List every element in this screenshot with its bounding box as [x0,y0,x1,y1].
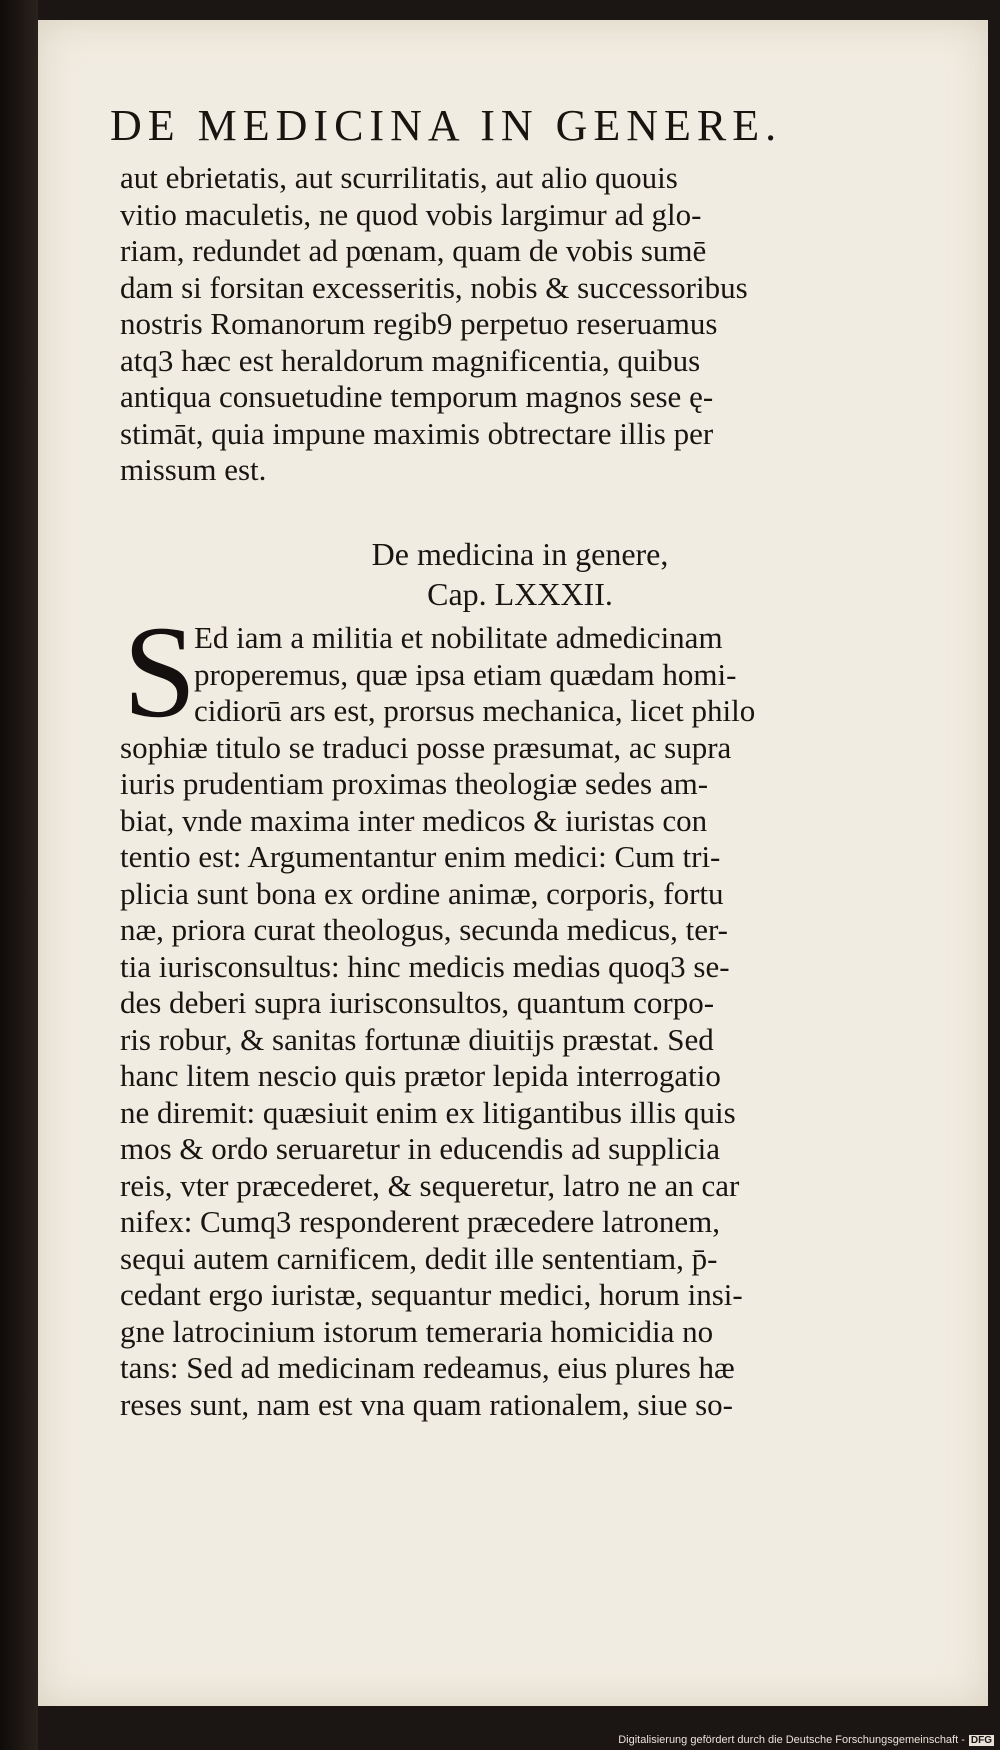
text-line: stimāt, quia impune maximis obtrectare illis per [120,415,714,451]
text-line: gne latrocinium istorum temeraria homicidia no [120,1313,714,1349]
chapter-heading [120,534,920,614]
text-line: tentio est: Argumentantur enim medici: Cum tri- [120,839,721,874]
text-line: dam si forsitan excesseritis, nobis & successoribus [120,269,748,305]
running-head: DE MEDICINA IN GENERE. [110,101,783,150]
text-line: antiqua consuetudine temporum magnos sese ę- [120,379,714,414]
text-line: sophiæ titulo se traduci posse præsumat, ac supra [120,729,732,765]
text-line: mos & ordo seruaretur in educendis ad supplicia [120,1131,721,1166]
text-line: des deberi supra iurisconsultos, quantum corpo- [120,985,715,1020]
text-line: sequi autem carnificem, dedit ille sententiam, p̄- [120,1240,718,1276]
text-line: reis, vter præcederet, & sequeretur, latro ne an car [120,1167,740,1203]
main-text-block [120,620,920,1423]
top-text-block [120,160,920,489]
text-line: Ed iam a militia et nobilitate admedicinam [194,620,723,655]
text-line: nostris Romanorum regib9 perpetuo reseruamus [120,306,718,341]
text-line: hanc litem nescio quis prætor lepida interrogatio [120,1058,721,1093]
text-line: tia iurisconsultus: hinc medicis medias quoq3 se- [120,948,730,984]
footer-text: Digitalisierung gefördert durch die Deutsche Forschungsgemeinschaft - [618,1734,965,1746]
text-line: ne diremit: quæsiuit enim ex litigantibus illis quis [120,1094,736,1130]
chapter-number: Cap. LXXXII. [427,576,613,612]
book-gutter [0,0,38,1750]
text-line: plicia sunt bona ex ordine animæ, corporis, fortu [120,875,724,911]
text-line: nifex: Cumq3 responderent præcedere latronem, [120,1204,720,1239]
text-line: atq3 hæc est heraldorum magnificentia, quibus [120,342,701,378]
text-line: næ, priora curat theologus, secunda medicus, ter- [120,912,728,947]
text-line: cidiorū ars est, prorsus mechanica, licet philo [194,693,756,728]
text-line: ris robur, & sanitas fortunæ diuitijs præstat. Sed [120,1021,714,1057]
text-line: tans: Sed ad medicinam redeamus, eius plures hæ [120,1350,735,1385]
chapter-title: De medicina in genere, [371,536,669,572]
footer [618,1734,994,1746]
drop-cap: S [123,598,197,745]
text-line: iuris prudentiam proximas theologiæ sedes am- [120,766,709,801]
text-line: cedant ergo iuristæ, sequantur medici, horum insi- [120,1277,743,1312]
text-line: biat, vnde maxima inter medicos & iuristas con [120,802,708,838]
text-line: missum est. [120,452,267,487]
text-line: vitio maculetis, ne quod vobis largimur ad glo- [120,196,702,232]
dfg-logo: DFG [970,1734,992,1746]
text-line: aut ebrietatis, aut scurrilitatis, aut alio quouis [120,160,678,195]
text-line: properemus, quæ ipsa etiam quædam homi- [194,656,737,692]
text-line: riam, redundet ad pœnam, quam de vobis sumē [120,233,707,268]
text-line: reses sunt, nam est vna quam rationalem, siue so- [120,1386,733,1422]
